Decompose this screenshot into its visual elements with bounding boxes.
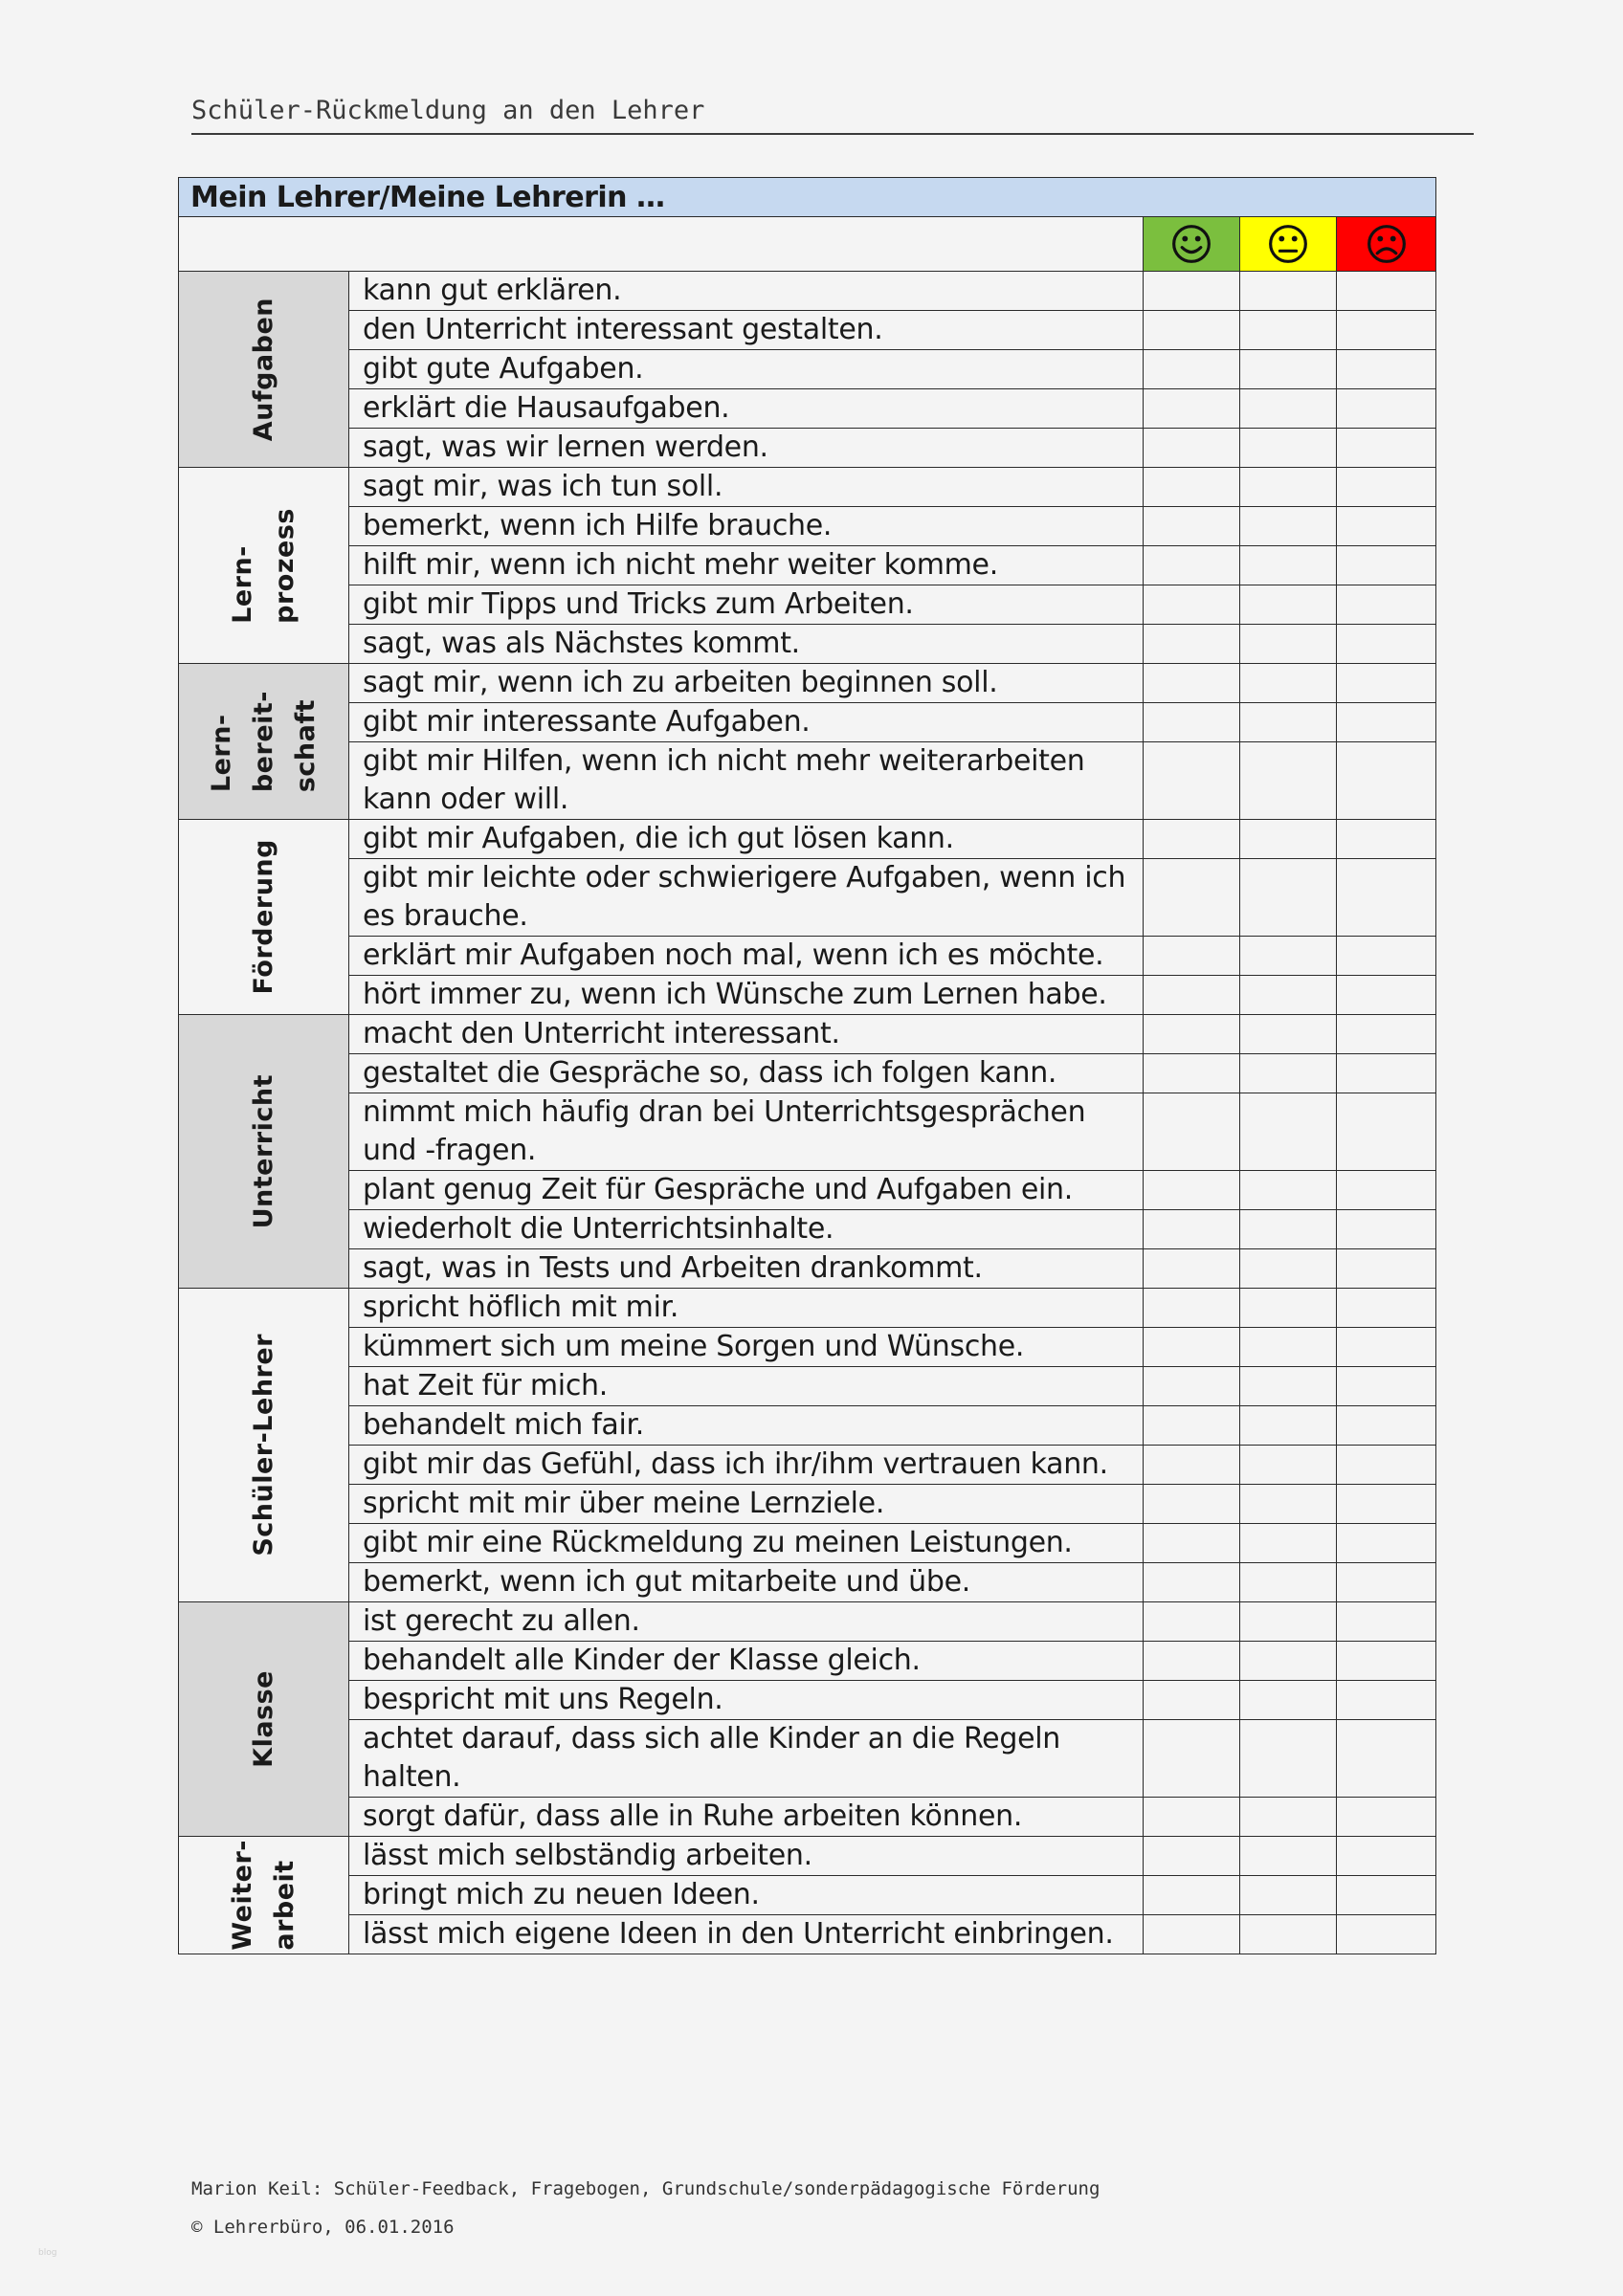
rating-cell-neutral[interactable] [1240, 1249, 1337, 1289]
table-row [179, 1798, 1436, 1837]
table-row [179, 1681, 1436, 1720]
rating-cell-neutral[interactable] [1240, 272, 1337, 311]
rating-cell-happy[interactable] [1144, 1837, 1240, 1876]
rating-cell-neutral[interactable] [1240, 1642, 1337, 1681]
rating-cell-neutral[interactable] [1240, 1876, 1337, 1915]
statement-text: behandelt alle Kinder der Klasse gleich. [349, 1642, 1144, 1681]
statement-text: gibt mir Aufgaben, die ich gut lösen kann. [349, 820, 1144, 859]
smiley-sad-icon [1366, 223, 1408, 265]
table-row [179, 1367, 1436, 1406]
statement-text: sagt, was wir lernen werden. [349, 429, 1144, 468]
category-label: Weiter- arbeit [227, 1840, 300, 1951]
rating-cell-neutral[interactable] [1240, 1093, 1337, 1171]
table-row [179, 507, 1436, 546]
category-label: Lern- bereit- schaft [206, 690, 321, 793]
rating-cell-neutral[interactable] [1240, 389, 1337, 429]
rating-cell-neutral[interactable] [1240, 1015, 1337, 1054]
statement-text: nimmt mich häufig dran bei Unterrichtsgesprächen und -fragen. [349, 1093, 1144, 1171]
rating-cell-happy[interactable] [1144, 350, 1240, 389]
table-row [179, 1485, 1436, 1524]
table-row [179, 468, 1436, 507]
rating-cell-sad[interactable] [1337, 1524, 1436, 1563]
rating-cell-happy[interactable] [1144, 703, 1240, 742]
smiley-neutral-icon [1267, 223, 1309, 265]
rating-cell-sad[interactable] [1337, 311, 1436, 350]
watermark: blog [38, 2248, 57, 2258]
rating-cell-happy[interactable] [1144, 1563, 1240, 1602]
rating-cell-sad[interactable] [1337, 742, 1436, 820]
statement-text: behandelt mich fair. [349, 1406, 1144, 1446]
statement-text: sagt mir, wenn ich zu arbeiten beginnen soll. [349, 664, 1144, 703]
rating-cell-happy[interactable] [1144, 1171, 1240, 1210]
statement-text: plant genug Zeit für Gespräche und Aufgaben ein. [349, 1171, 1144, 1210]
rating-cell-neutral[interactable] [1240, 1563, 1337, 1602]
rating-cell-happy[interactable] [1144, 976, 1240, 1015]
rating-cell-sad[interactable] [1337, 976, 1436, 1015]
rating-cell-sad[interactable] [1337, 1210, 1436, 1249]
rating-cell-sad[interactable] [1337, 1720, 1436, 1798]
face-header-happy [1144, 217, 1240, 272]
statement-text: gibt mir interessante Aufgaben. [349, 703, 1144, 742]
table-row [179, 389, 1436, 429]
rating-cell-happy[interactable] [1144, 1093, 1240, 1171]
table-row [179, 311, 1436, 350]
table-row [179, 1524, 1436, 1563]
rating-cell-neutral[interactable] [1240, 625, 1337, 664]
rating-cell-happy[interactable] [1144, 664, 1240, 703]
statement-text: sagt, was als Nächstes kommt. [349, 625, 1144, 664]
rating-cell-neutral[interactable] [1240, 820, 1337, 859]
rating-cell-neutral[interactable] [1240, 1328, 1337, 1367]
rating-cell-sad[interactable] [1337, 859, 1436, 937]
rating-cell-happy[interactable] [1144, 1876, 1240, 1915]
statement-text: wiederholt die Unterrichtsinhalte. [349, 1210, 1144, 1249]
rating-cell-neutral[interactable] [1240, 937, 1337, 976]
rating-cell-happy[interactable] [1144, 311, 1240, 350]
rating-cell-sad[interactable] [1337, 1837, 1436, 1876]
rating-cell-neutral[interactable] [1240, 468, 1337, 507]
rating-cell-happy[interactable] [1144, 1367, 1240, 1406]
table-row [179, 1249, 1436, 1289]
statement-text: kann gut erklären. [349, 272, 1144, 311]
rating-cell-happy[interactable] [1144, 1798, 1240, 1837]
rating-cell-sad[interactable] [1337, 625, 1436, 664]
smiley-happy-icon [1170, 223, 1212, 265]
statement-text: gibt mir eine Rückmeldung zu meinen Leistungen. [349, 1524, 1144, 1563]
rating-cell-sad[interactable] [1337, 1054, 1436, 1093]
table-row [179, 976, 1436, 1015]
rating-cell-happy[interactable] [1144, 1249, 1240, 1289]
rating-cell-sad[interactable] [1337, 1681, 1436, 1720]
category-label: Förderung [248, 839, 278, 995]
rating-cell-sad[interactable] [1337, 1406, 1436, 1446]
rating-cell-neutral[interactable] [1240, 311, 1337, 350]
statement-text: gibt gute Aufgaben. [349, 350, 1144, 389]
category-unterricht [179, 1015, 349, 1289]
statement-text: hört immer zu, wenn ich Wünsche zum Lernen habe. [349, 976, 1144, 1015]
statement-text: ist gerecht zu allen. [349, 1602, 1144, 1642]
rating-cell-happy[interactable] [1144, 429, 1240, 468]
rating-cell-sad[interactable] [1337, 507, 1436, 546]
rating-cell-neutral[interactable] [1240, 1602, 1337, 1642]
page-footer [191, 2170, 1100, 2246]
rating-cell-sad[interactable] [1337, 350, 1436, 389]
category-label: Unterricht [248, 1073, 278, 1229]
rating-cell-sad[interactable] [1337, 1642, 1436, 1681]
category-lernprozess [179, 468, 349, 664]
rating-cell-happy[interactable] [1144, 1054, 1240, 1093]
rating-cell-neutral[interactable] [1240, 1406, 1337, 1446]
rating-cell-sad[interactable] [1337, 546, 1436, 585]
rating-cell-sad[interactable] [1337, 1563, 1436, 1602]
rating-cell-neutral[interactable] [1240, 1446, 1337, 1485]
table-row [179, 1563, 1436, 1602]
rating-cell-neutral[interactable] [1240, 1915, 1337, 1954]
rating-cell-happy[interactable] [1144, 546, 1240, 585]
rating-cell-sad[interactable] [1337, 1485, 1436, 1524]
statement-text: gibt mir Hilfen, wenn ich nicht mehr weiterarbeiten kann oder will. [349, 742, 1144, 820]
category-label: Lern- prozess [227, 507, 300, 624]
face-header-neutral [1240, 217, 1337, 272]
rating-cell-sad[interactable] [1337, 1798, 1436, 1837]
statement-text: achtet darauf, dass sich alle Kinder an die Regeln halten. [349, 1720, 1144, 1798]
rating-cell-neutral[interactable] [1240, 429, 1337, 468]
rating-cell-neutral[interactable] [1240, 350, 1337, 389]
statement-text: gibt mir Tipps und Tricks zum Arbeiten. [349, 585, 1144, 625]
rating-cell-neutral[interactable] [1240, 1837, 1337, 1876]
rating-cell-neutral[interactable] [1240, 1524, 1337, 1563]
rating-cell-neutral[interactable] [1240, 585, 1337, 625]
category-foerderung [179, 820, 349, 1015]
rating-cell-sad[interactable] [1337, 1093, 1436, 1171]
rating-cell-happy[interactable] [1144, 1328, 1240, 1367]
rating-cell-neutral[interactable] [1240, 546, 1337, 585]
table-row [179, 1602, 1436, 1642]
footer-credit: Marion Keil: Schüler-Feedback, Fragebogen, Grundschule/sonderpädagogische Förderung [191, 2178, 1101, 2199]
statement-text: den Unterricht interessant gestalten. [349, 311, 1144, 350]
statement-text: macht den Unterricht interessant. [349, 1015, 1144, 1054]
statement-text: lässt mich selbständig arbeiten. [349, 1837, 1144, 1876]
rating-cell-happy[interactable] [1144, 468, 1240, 507]
rating-cell-neutral[interactable] [1240, 1289, 1337, 1328]
category-label: Aufgaben [248, 297, 278, 442]
rating-cell-neutral[interactable] [1240, 1681, 1337, 1720]
statement-text: hilft mir, wenn ich nicht mehr weiter komme. [349, 546, 1144, 585]
table-row [179, 1642, 1436, 1681]
table-row [179, 1720, 1436, 1798]
page-header: Schüler-Rückmeldung an den Lehrer [191, 96, 1474, 135]
table-row [179, 429, 1436, 468]
category-schueler-lehrer [179, 1289, 349, 1602]
rating-cell-happy[interactable] [1144, 1602, 1240, 1642]
statement-text: bringt mich zu neuen Ideen. [349, 1876, 1144, 1915]
table-row [179, 1837, 1436, 1876]
rating-cell-neutral[interactable] [1240, 507, 1337, 546]
statement-text: bespricht mit uns Regeln. [349, 1681, 1144, 1720]
rating-cell-sad[interactable] [1337, 937, 1436, 976]
rating-cell-happy[interactable] [1144, 859, 1240, 937]
table-row [179, 1915, 1436, 1954]
rating-cell-sad[interactable] [1337, 1446, 1436, 1485]
rating-cell-happy[interactable] [1144, 272, 1240, 311]
rating-cell-happy[interactable] [1144, 1446, 1240, 1485]
footer-copyright: © Lehrerbüro, 06.01.2016 [191, 2217, 455, 2238]
rating-cell-happy[interactable] [1144, 742, 1240, 820]
rating-cell-sad[interactable] [1337, 1602, 1436, 1642]
statement-text: erklärt die Hausaufgaben. [349, 389, 1144, 429]
category-klasse [179, 1602, 349, 1837]
rating-cell-happy[interactable] [1144, 585, 1240, 625]
rating-cell-happy[interactable] [1144, 1210, 1240, 1249]
rating-cell-happy[interactable] [1144, 1915, 1240, 1954]
table-row [179, 742, 1436, 820]
statement-text: sagt, was in Tests und Arbeiten drankommt. [349, 1249, 1144, 1289]
table-row [179, 859, 1436, 937]
rating-cell-sad[interactable] [1337, 1328, 1436, 1367]
statement-text: spricht mit mir über meine Lernziele. [349, 1485, 1144, 1524]
rating-cell-neutral[interactable] [1240, 1054, 1337, 1093]
category-label: Klasse [248, 1670, 278, 1768]
table-row [179, 1446, 1436, 1485]
table-row [179, 1328, 1436, 1367]
rating-cell-neutral[interactable] [1240, 1798, 1337, 1837]
table-row [179, 585, 1436, 625]
table-row [179, 1015, 1436, 1054]
rating-cell-sad[interactable] [1337, 1171, 1436, 1210]
table-row [179, 1876, 1436, 1915]
rating-cell-neutral[interactable] [1240, 664, 1337, 703]
rating-cell-happy[interactable] [1144, 1289, 1240, 1328]
table-title: Mein Lehrer/Meine Lehrerin … [179, 178, 1436, 217]
rating-cell-happy[interactable] [1144, 1681, 1240, 1720]
rating-cell-neutral[interactable] [1240, 703, 1337, 742]
rating-cell-sad[interactable] [1337, 703, 1436, 742]
rating-cell-sad[interactable] [1337, 585, 1436, 625]
rating-cell-sad[interactable] [1337, 1015, 1436, 1054]
rating-cell-neutral[interactable] [1240, 1171, 1337, 1210]
statement-text: gestaltet die Gespräche so, dass ich folgen kann. [349, 1054, 1144, 1093]
rating-cell-happy[interactable] [1144, 625, 1240, 664]
rating-cell-sad[interactable] [1337, 429, 1436, 468]
statement-text: hat Zeit für mich. [349, 1367, 1144, 1406]
rating-cell-sad[interactable] [1337, 1289, 1436, 1328]
table-row [179, 1406, 1436, 1446]
rating-cell-happy[interactable] [1144, 937, 1240, 976]
rating-cell-neutral[interactable] [1240, 742, 1337, 820]
table-row [179, 703, 1436, 742]
rating-cell-happy[interactable] [1144, 389, 1240, 429]
table-row [179, 820, 1436, 859]
table-row [179, 664, 1436, 703]
statement-text: gibt mir das Gefühl, dass ich ihr/ihm vertrauen kann. [349, 1446, 1144, 1485]
table-row [179, 937, 1436, 976]
table-row [179, 350, 1436, 389]
rating-cell-sad[interactable] [1337, 820, 1436, 859]
statement-text: gibt mir leichte oder schwierigere Aufgaben, wenn ich es brauche. [349, 859, 1144, 937]
rating-cell-neutral[interactable] [1240, 1367, 1337, 1406]
statement-text: bemerkt, wenn ich gut mitarbeite und übe. [349, 1563, 1144, 1602]
rating-cell-neutral[interactable] [1240, 976, 1337, 1015]
rating-cell-neutral[interactable] [1240, 1720, 1337, 1798]
rating-cell-happy[interactable] [1144, 1485, 1240, 1524]
feedback-table [178, 177, 1436, 1954]
rating-cell-sad[interactable] [1337, 272, 1436, 311]
table-row [179, 1289, 1436, 1328]
rating-cell-happy[interactable] [1144, 820, 1240, 859]
rating-cell-neutral[interactable] [1240, 1485, 1337, 1524]
statement-text: spricht höflich mit mir. [349, 1289, 1144, 1328]
face-header-spacer [179, 217, 1144, 272]
rating-cell-sad[interactable] [1337, 1367, 1436, 1406]
rating-cell-happy[interactable] [1144, 1015, 1240, 1054]
rating-cell-sad[interactable] [1337, 389, 1436, 429]
category-weiterarbeit [179, 1837, 349, 1954]
statement-text: lässt mich eigene Ideen in den Unterricht einbringen. [349, 1915, 1144, 1954]
rating-cell-happy[interactable] [1144, 1406, 1240, 1446]
category-lernbereitschaft [179, 664, 349, 820]
statement-text: bemerkt, wenn ich Hilfe brauche. [349, 507, 1144, 546]
table-row [179, 1054, 1436, 1093]
table-row [179, 546, 1436, 585]
table-row [179, 1171, 1436, 1210]
rating-cell-neutral[interactable] [1240, 859, 1337, 937]
rating-cell-neutral[interactable] [1240, 1210, 1337, 1249]
rating-cell-happy[interactable] [1144, 1642, 1240, 1681]
rating-cell-sad[interactable] [1337, 1876, 1436, 1915]
rating-cell-happy[interactable] [1144, 507, 1240, 546]
table-row [179, 1093, 1436, 1171]
statement-text: kümmert sich um meine Sorgen und Wünsche. [349, 1328, 1144, 1367]
table-row [179, 272, 1436, 311]
rating-cell-happy[interactable] [1144, 1720, 1240, 1798]
rating-cell-happy[interactable] [1144, 1524, 1240, 1563]
rating-cell-sad[interactable] [1337, 664, 1436, 703]
rating-cell-sad[interactable] [1337, 1249, 1436, 1289]
rating-cell-sad[interactable] [1337, 468, 1436, 507]
category-aufgaben [179, 272, 349, 468]
statement-text: sorgt dafür, dass alle in Ruhe arbeiten können. [349, 1798, 1144, 1837]
statement-text: sagt mir, was ich tun soll. [349, 468, 1144, 507]
statement-text: erklärt mir Aufgaben noch mal, wenn ich es möchte. [349, 937, 1144, 976]
table-row [179, 625, 1436, 664]
table-row [179, 1210, 1436, 1249]
face-header-sad [1337, 217, 1436, 272]
rating-cell-sad[interactable] [1337, 1915, 1436, 1954]
category-label: Schüler-Lehrer [248, 1334, 278, 1556]
